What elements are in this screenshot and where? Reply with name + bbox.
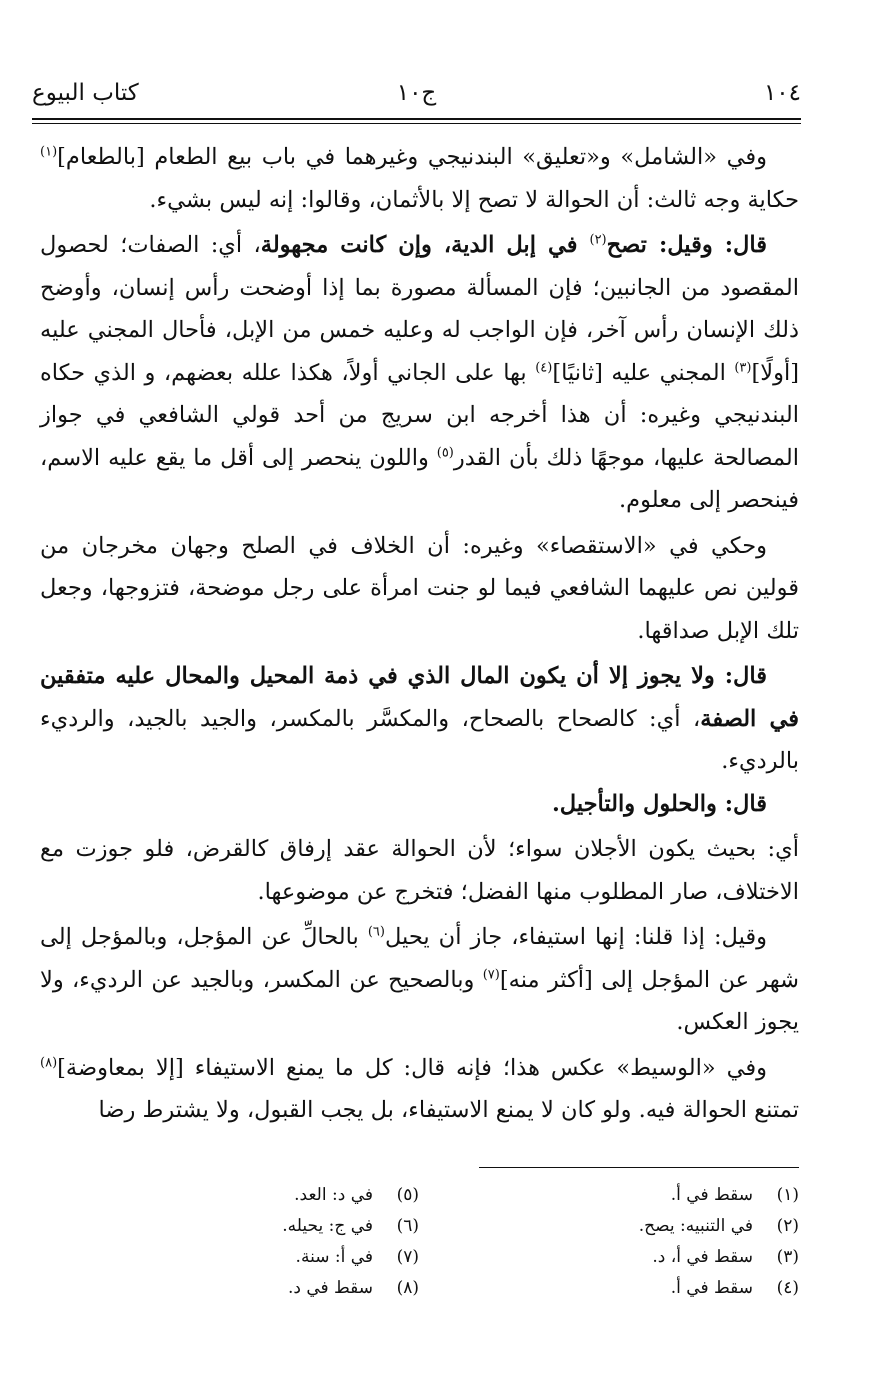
text-run: المجني عليه [ثانيًا]: [552, 359, 735, 386]
footnote-number: (٣): [776, 1247, 799, 1267]
footnote-item: [119, 1273, 419, 1304]
text-run: بالحالِّ عن المؤجل، وبالمؤجل إلى شهر عن المؤجل إلى [أكثر منه]: [40, 924, 799, 993]
footnote-text: سقط في أ.: [670, 1185, 753, 1205]
footnote-text: في ج: يحيله.: [282, 1216, 373, 1236]
footnote-item: [499, 1273, 799, 1304]
bold-run: قال: ولا يجوز إلا أن يكون المال الذي في ذمة المحيل والمحال عليه متفقين في الصفة: [40, 663, 799, 732]
footnote-item: [499, 1242, 799, 1273]
footnote-ref: (٤): [535, 360, 553, 375]
footnote-ref: (٨): [40, 1055, 58, 1070]
text-run: وفي «الشامل» و«تعليق» البندنيجي وغيرهما في باب بيع الطعام [بالطعام]: [57, 144, 767, 170]
footnote-number: (٥): [396, 1185, 419, 1205]
paragraph-7: [40, 916, 799, 1044]
paragraph-5: [40, 783, 799, 826]
footnote-text: في د: العد.: [294, 1185, 373, 1205]
paragraph-4: [40, 655, 799, 783]
footnotes: [40, 1180, 799, 1305]
book-title: كتاب البيوع: [32, 80, 139, 106]
footnote-ref: (٧): [482, 967, 500, 982]
text-run: حكاية وجه ثالث: أن الحوالة لا تصح إلا بالأثمان، وقالوا: إنه ليس بشيء.: [149, 186, 799, 213]
text-run: واللون ينحصر إلى أقل ما يقع عليه الاسم، فينحصر إلى معلوم.: [40, 444, 799, 513]
volume-label: ج١٠: [396, 80, 437, 106]
footnote-number: (٧): [396, 1247, 419, 1267]
paragraph-3: وحكي في «الاستقصاء» وغيره: أن الخلاف في الصلح وجهان مخرجان من قولين نص عليهما الشافعي فيما لو جنت امرأة على رجل موضحة، فتزوجها، وجعل تلك الإبل صداقها.: [40, 532, 799, 644]
footnote-number: (٤): [776, 1278, 799, 1298]
text-run: وبالصحيح عن المكسر، وبالجيد عن الرديء، ولا يجوز العكس.: [40, 966, 799, 1035]
footnote-text: سقط في أ.: [670, 1278, 753, 1298]
bold-run: في إبل الدية، وإن كانت مجهولة: [260, 232, 590, 258]
footnote-column-right: [499, 1180, 799, 1304]
main-text: [40, 136, 799, 1132]
paragraph-1: [40, 136, 799, 221]
footnote-item: [119, 1211, 419, 1242]
footnote-rule: [479, 1167, 799, 1168]
footnote-text: سقط في د.: [287, 1278, 373, 1298]
footnote-column-left: [119, 1180, 419, 1304]
paragraph-2: [40, 224, 799, 522]
text-run: تمتنع الحوالة فيه. ولو كان لا يمنع الاستيفاء، بل يجب القبول، ولا يشترط رضا: [98, 1097, 799, 1123]
footnote-ref: (٣): [734, 360, 752, 375]
bold-run: قال: وقيل: تصح: [606, 232, 767, 258]
header-rule-thick: [32, 118, 801, 120]
footnote-item: [499, 1180, 799, 1211]
page-number: ١٠٤: [763, 80, 801, 106]
footnote-number: (٢): [776, 1216, 799, 1236]
footnote-text: سقط في أ، د.: [652, 1247, 753, 1267]
text-run: وفي «الوسيط» عكس هذا؛ فإنه قال: كل ما يمنع الاستيفاء [إلا بمعاوضة]: [57, 1054, 767, 1081]
footnote-text: في أ: سنة.: [295, 1247, 373, 1267]
footnote-number: (٨): [396, 1278, 419, 1298]
footnote-item: [119, 1242, 419, 1273]
bold-run: قال: والحلول والتأجيل.: [551, 790, 767, 817]
footnote-ref: (٢): [589, 232, 607, 248]
text-run: وقيل: إذا قلنا: إنها استيفاء، جاز أن يحيل: [384, 924, 767, 950]
footnote-ref: (١): [40, 144, 58, 160]
text-run: ، أي: كالصحاح بالصحاح، والمكسَّر بالمكسر، والجيد بالجيد، والرديء بالرديء.: [40, 705, 799, 774]
footnote-item: [499, 1211, 799, 1242]
footnote-ref: (٥): [436, 445, 454, 460]
paragraph-6: أي: بحيث يكون الأجلان سواء؛ لأن الحوالة عقد إرفاق كالقرض، فلو جوزت مع الاختلاف، صار المطلوب منها الفضل؛ فتخرج عن موضوعها.: [40, 836, 799, 905]
footnote-text: في التنبيه: يصح.: [638, 1216, 753, 1236]
footnote-number: (٦): [396, 1216, 419, 1236]
running-header: [32, 80, 801, 116]
text-run: ، أي: الصفات؛ لحصول المقصود من الجانبين؛ فإن المسألة مصورة بما إذا أوضحت رأس إنسان، وأوضح ذلك الإنسان رأس آخر، فإن الواجب له وعليه خمس من الإبل، فأحال المجني عليه [أولًا]: [40, 232, 799, 386]
footnote-number: (١): [776, 1185, 799, 1205]
header-rule-thin: [32, 123, 801, 124]
footnote-item: [119, 1180, 419, 1211]
paragraph-8: [40, 1047, 799, 1132]
footnote-ref: (٦): [367, 924, 385, 940]
text-run: بها على الجاني أولاً، هكذا علله بعضهم، و الذي حكاه البندنيجي وغيره: أن هذا أخرجه ابن سريج من أحد قولي الشافعي في جواز المصالحة عليها، موجهًا ذلك بأن القدر: [40, 359, 799, 471]
